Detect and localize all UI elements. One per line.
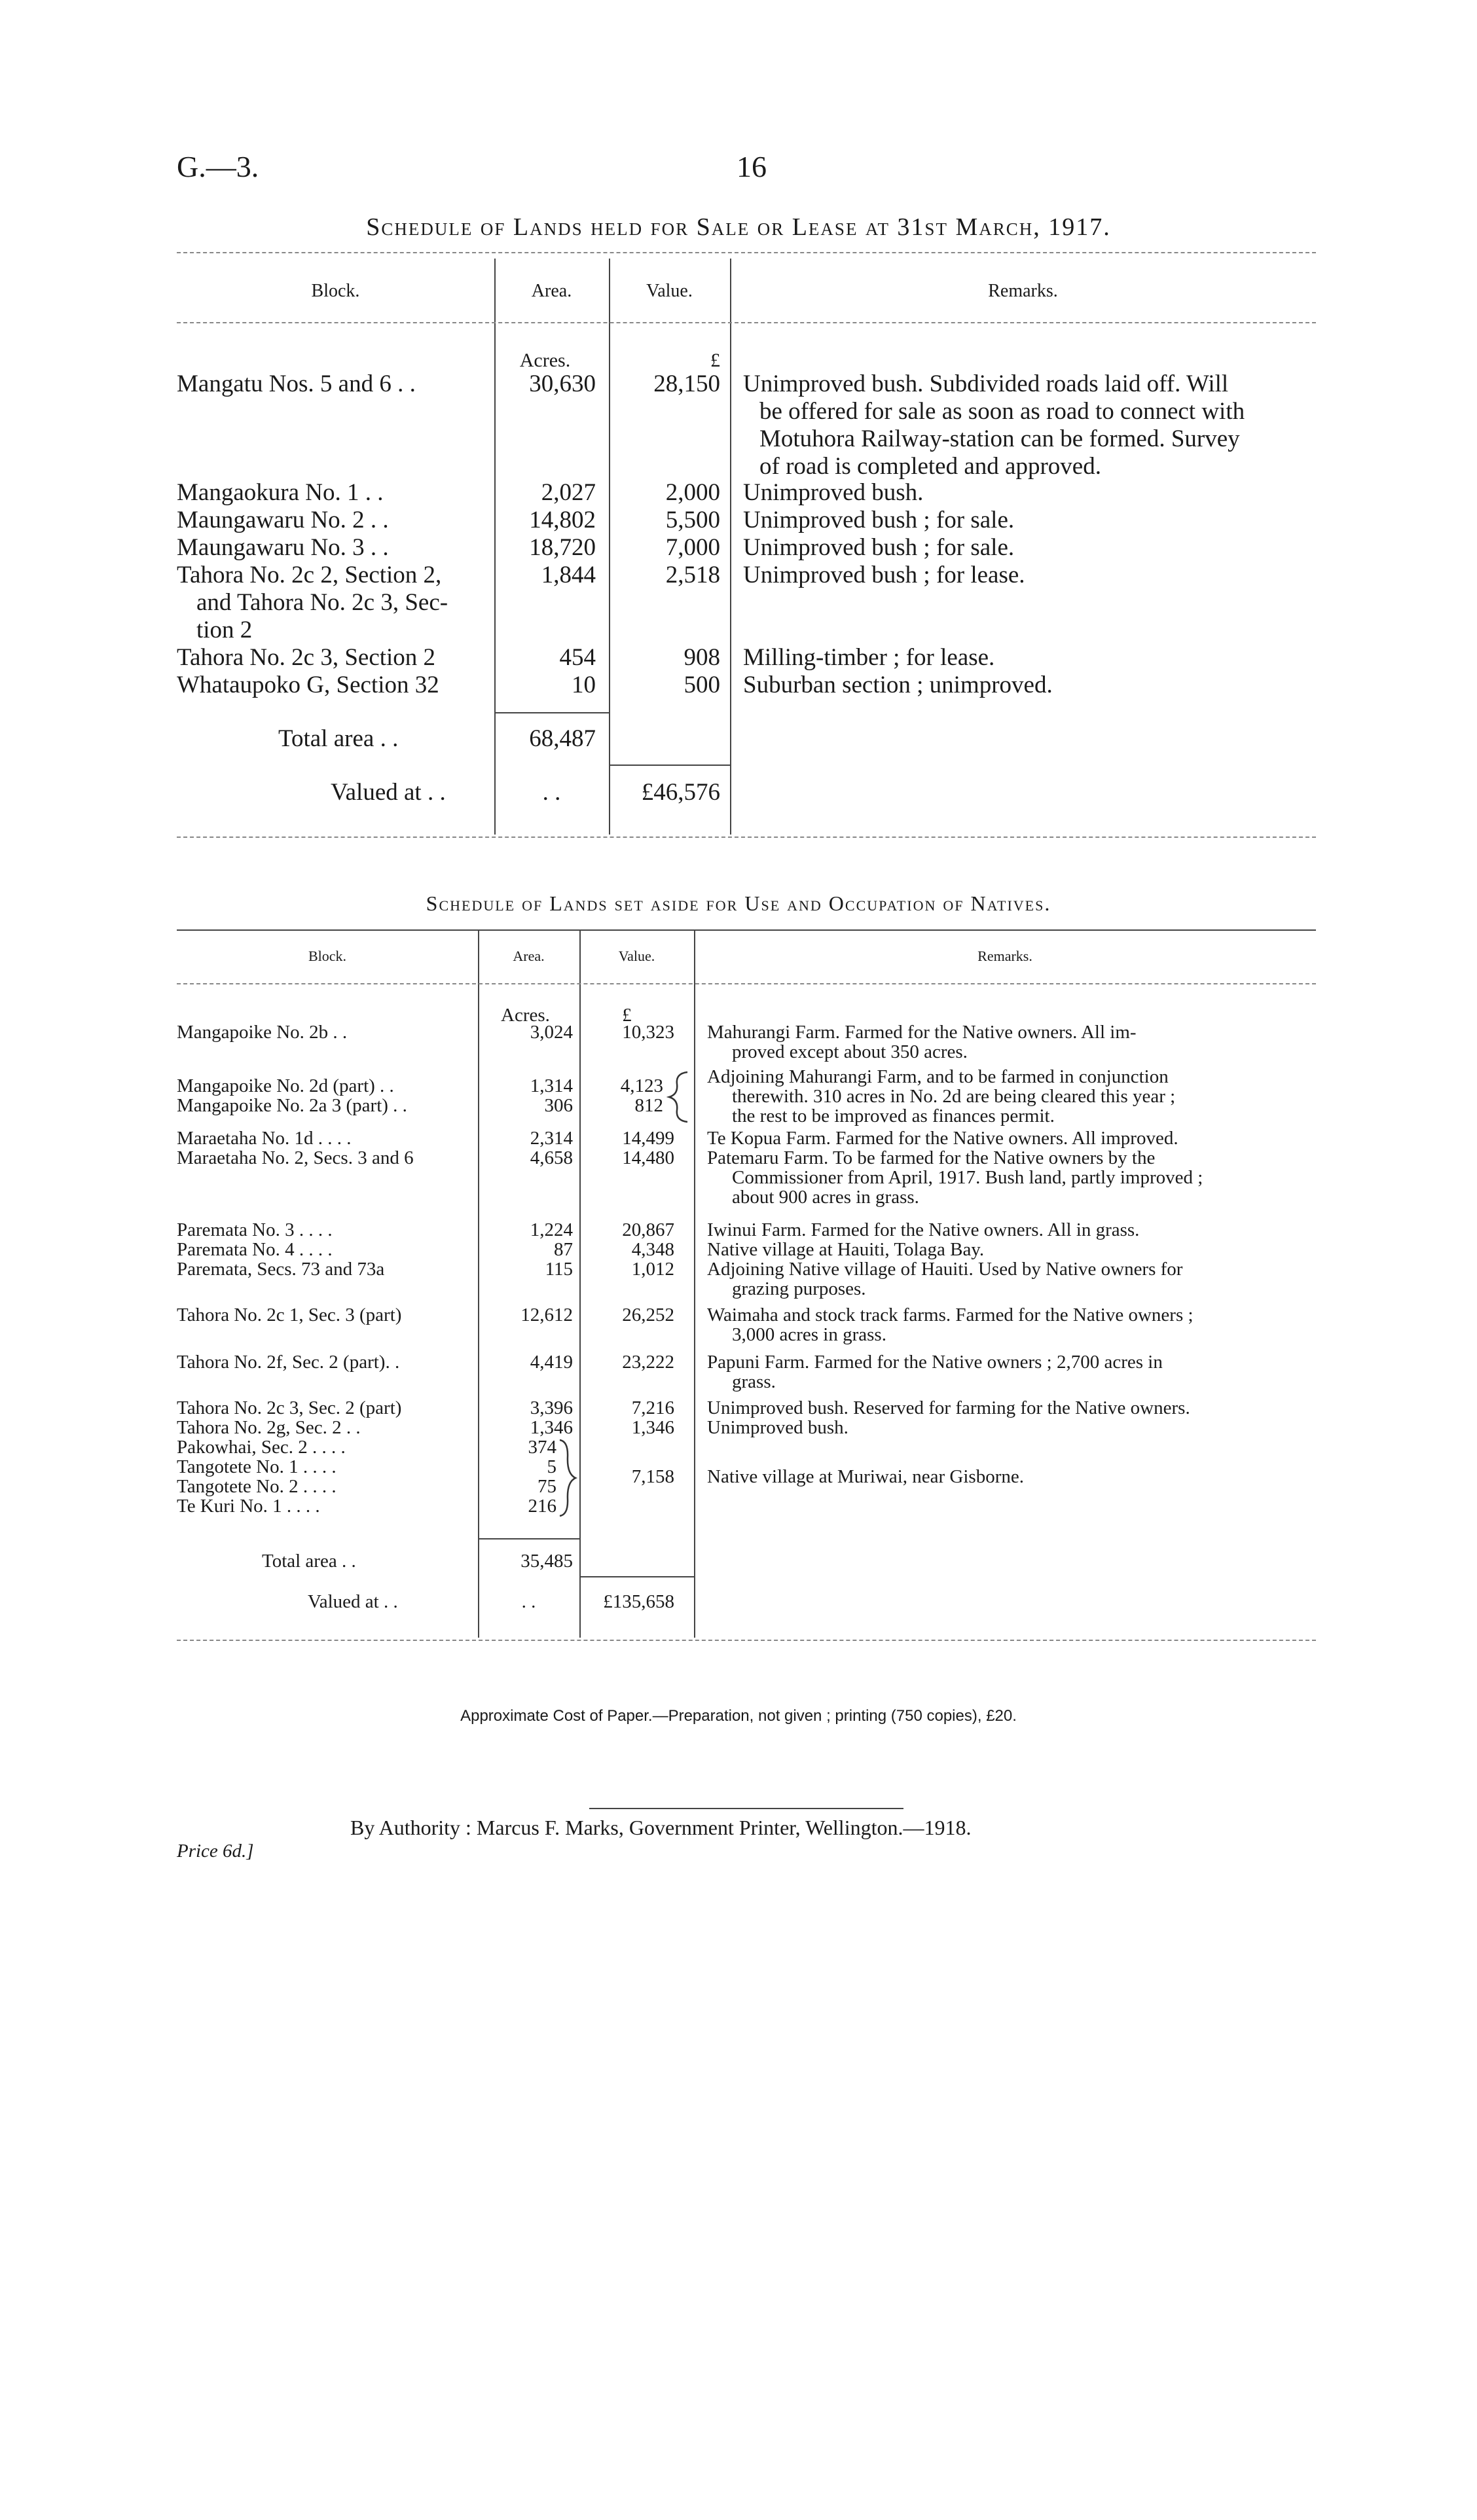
table2-col-value: Value. <box>618 948 655 964</box>
remarks-line: therewith. 310 acres in No. 2d are being cleared this year ; <box>732 1086 1176 1107</box>
block-name: Tahora No. 2c 1, Sec. 3 (part) <box>177 1305 402 1325</box>
table1-col-value: Value. <box>646 281 693 301</box>
area-value: 2,314 <box>530 1128 573 1149</box>
value-amount: 4,123 <box>620 1075 663 1096</box>
total-area-label: Total area . . <box>278 725 399 752</box>
value-amount: 7,158 <box>631 1466 674 1487</box>
table1-col-rule <box>730 259 731 835</box>
remarks-line: Unimproved bush. Reserved for farming for the Native owners. <box>707 1397 1190 1418</box>
block-name: Maungawaru No. 2 . . <box>177 507 389 533</box>
remarks-line: Unimproved bush ; for sale. <box>743 507 1015 533</box>
table1-top-rule <box>177 252 1316 253</box>
area-value: 115 <box>545 1259 573 1280</box>
table1-col-block: Block. <box>311 281 360 301</box>
value-amount: 1,346 <box>631 1417 674 1438</box>
right-brace-icon <box>558 1439 577 1517</box>
value-amount: 10,323 <box>622 1022 674 1043</box>
table1-valued-rule <box>609 765 730 766</box>
remarks-line: Unimproved bush. <box>707 1417 848 1438</box>
table2-col-area: Area. <box>513 948 545 964</box>
area-value: 3,396 <box>530 1397 573 1418</box>
remarks-line: Adjoining Native village of Hauiti. Used by Native owners for <box>707 1259 1183 1280</box>
table1-bottom-rule <box>177 837 1316 838</box>
block-name: Paremata No. 3 . . . . <box>177 1219 333 1240</box>
area-value: 18,720 <box>529 534 596 561</box>
area-value: 87 <box>554 1239 573 1260</box>
value-amount: 14,499 <box>622 1128 674 1149</box>
block-name: Maraetaha No. 2, Secs. 3 and 6 <box>177 1147 414 1168</box>
table1-total-rule <box>494 712 609 713</box>
remarks-line: Waimaha and stock track farms. Farmed for the Native owners ; <box>707 1305 1194 1325</box>
area-value: 306 <box>544 1095 573 1116</box>
remarks-line: Motuhora Railway-station can be formed. Survey <box>759 425 1240 452</box>
remarks-line: Mahurangi Farm. Farmed for the Native owners. All im- <box>707 1022 1137 1043</box>
area-value: 30,630 <box>529 370 596 397</box>
area-value: 14,802 <box>529 507 596 533</box>
area-value: 12,612 <box>520 1305 573 1325</box>
table1-title: Schedule of Lands held for Sale or Lease at 31st March, 1917. <box>366 213 1111 241</box>
remarks-line: 3,000 acres in grass. <box>732 1324 886 1345</box>
table1-area-unit: Acres. <box>519 350 571 371</box>
table1-value-unit: £ <box>710 350 720 371</box>
block-name: Tahora No. 2f, Sec. 2 (part). . <box>177 1352 400 1373</box>
valued-at-label: Valued at . . <box>308 1591 398 1612</box>
right-brace-icon <box>666 1071 690 1123</box>
area-value: 75 <box>538 1476 556 1497</box>
remarks-line: grazing purposes. <box>732 1278 866 1299</box>
value-amount: 1,012 <box>631 1259 674 1280</box>
value-amount: 7,000 <box>665 534 720 561</box>
remarks-line: Suburban section ; unimproved. <box>743 672 1053 698</box>
total-area-value: 68,487 <box>529 725 596 752</box>
value-amount: 812 <box>634 1095 663 1116</box>
block-name: tion 2 <box>196 617 253 643</box>
block-name: Tangotete No. 1 . . . . <box>177 1456 337 1477</box>
block-name: Mangaokura No. 1 . . <box>177 479 384 506</box>
value-amount: 2,000 <box>665 479 720 506</box>
value-amount: 4,348 <box>631 1239 674 1260</box>
remarks-line: be offered for sale as soon as road to connect with <box>759 398 1245 425</box>
valued-at-value: £135,658 <box>603 1591 674 1612</box>
document-reference: G.—3. <box>177 150 259 183</box>
remarks-line: about 900 acres in grass. <box>732 1187 919 1208</box>
valued-at-area: . . <box>542 779 561 806</box>
valued-at-label: Valued at . . <box>331 779 446 806</box>
remarks-line: Unimproved bush ; for sale. <box>743 534 1015 561</box>
remarks-line: grass. <box>732 1371 776 1392</box>
block-name: Tangotete No. 2 . . . . <box>177 1476 337 1497</box>
table2-title: Schedule of Lands set aside for Use and Occupation of Natives. <box>426 891 1051 915</box>
block-name: Tahora No. 2c 2, Section 2, <box>177 562 442 588</box>
remarks-line: Commissioner from April, 1917. Bush land, partly improved ; <box>732 1167 1203 1188</box>
area-value: 216 <box>528 1496 556 1517</box>
price-note: Price 6d.] <box>177 1841 254 1862</box>
remarks-line: Milling-timber ; for lease. <box>743 644 995 671</box>
block-name: Mangapoike No. 2d (part) . . <box>177 1075 394 1096</box>
valued-at-area: . . <box>521 1591 536 1612</box>
table2-col-block: Block. <box>308 948 347 964</box>
remarks-line: Adjoining Mahurangi Farm, and to be farmed in conjunction <box>707 1066 1169 1087</box>
area-value: 4,419 <box>530 1352 573 1373</box>
remarks-line: Te Kopua Farm. Farmed for the Native owners. All improved. <box>707 1128 1178 1149</box>
value-amount: 26,252 <box>622 1305 674 1325</box>
remarks-line: Unimproved bush ; for lease. <box>743 562 1025 588</box>
block-name: Tahora No. 2c 3, Sec. 2 (part) <box>177 1397 402 1418</box>
remarks-line: Native village at Hauiti, Tolaga Bay. <box>707 1239 985 1260</box>
block-name: Mangapoike No. 2b . . <box>177 1022 348 1043</box>
block-name: Paremata No. 4 . . . . <box>177 1239 333 1260</box>
area-value: 1,346 <box>530 1417 573 1438</box>
footer-rule <box>589 1808 903 1809</box>
area-value: 3,024 <box>530 1022 573 1043</box>
area-value: 4,658 <box>530 1147 573 1168</box>
block-name: Maraetaha No. 1d . . . . <box>177 1128 352 1149</box>
area-value: 374 <box>528 1437 556 1458</box>
area-value: 1,844 <box>541 562 596 588</box>
block-name: Mangapoike No. 2a 3 (part) . . <box>177 1095 407 1116</box>
area-value: 1,314 <box>530 1075 573 1096</box>
table2-bottom-rule <box>177 1640 1316 1641</box>
table2-head-rule <box>177 983 1316 984</box>
table2-col-rule <box>694 931 695 1638</box>
remarks-line: proved except about 350 acres. <box>732 1041 968 1062</box>
page-number: 16 <box>737 150 767 183</box>
table2-valued-rule <box>579 1576 694 1577</box>
value-amount: 908 <box>684 644 720 671</box>
table2-total-rule <box>478 1538 579 1539</box>
table1-col-area: Area. <box>531 281 572 301</box>
value-amount: 23,222 <box>622 1352 674 1373</box>
area-value: 2,027 <box>541 479 596 506</box>
area-value: 10 <box>572 672 596 698</box>
table2-value-unit: £ <box>622 1005 632 1026</box>
block-name: Tahora No. 2g, Sec. 2 . . <box>177 1417 361 1438</box>
block-name: Te Kuri No. 1 . . . . <box>177 1496 320 1517</box>
value-amount: 28,150 <box>653 370 720 397</box>
area-value: 454 <box>559 644 596 671</box>
area-value: 5 <box>547 1456 556 1477</box>
remarks-line: of road is completed and approved. <box>759 453 1101 480</box>
area-value: 1,224 <box>530 1219 573 1240</box>
remarks-line: Native village at Muriwai, near Gisborne. <box>707 1466 1024 1487</box>
table2-area-unit: Acres. <box>501 1005 550 1026</box>
total-area-value: 35,485 <box>520 1551 573 1572</box>
value-amount: 20,867 <box>622 1219 674 1240</box>
value-amount: 7,216 <box>631 1397 674 1418</box>
table2-col-remarks: Remarks. <box>977 948 1032 964</box>
value-amount: 2,518 <box>665 562 720 588</box>
cost-note: Approximate Cost of Paper.—Preparation, not given ; printing (750 copies), £20. <box>460 1707 1017 1725</box>
block-name: Whataupoko G, Section 32 <box>177 672 439 698</box>
table1-head-rule <box>177 322 1316 323</box>
table1-col-remarks: Remarks. <box>988 281 1058 301</box>
block-name: Maungawaru No. 3 . . <box>177 534 389 561</box>
remarks-line: Patemaru Farm. To be farmed for the Native owners by the <box>707 1147 1156 1168</box>
total-area-label: Total area . . <box>262 1551 356 1572</box>
remarks-line: Papuni Farm. Farmed for the Native owners ; 2,700 acres in <box>707 1352 1163 1373</box>
block-name: Tahora No. 2c 3, Section 2 <box>177 644 436 671</box>
value-amount: 500 <box>684 672 720 698</box>
block-name: Paremata, Secs. 73 and 73a <box>177 1259 385 1280</box>
remarks-line: the rest to be improved as finances permit. <box>732 1106 1055 1126</box>
block-name: and Tahora No. 2c 3, Sec- <box>196 589 448 616</box>
remarks-line: Iwinui Farm. Farmed for the Native owners. All in grass. <box>707 1219 1140 1240</box>
printer-authority: By Authority : Marcus F. Marks, Government Printer, Wellington.—1918. <box>350 1816 972 1839</box>
table2-top-rule <box>177 929 1316 931</box>
block-name: Mangatu Nos. 5 and 6 . . <box>177 370 416 397</box>
value-amount: 14,480 <box>622 1147 674 1168</box>
block-name: Pakowhai, Sec. 2 . . . . <box>177 1437 346 1458</box>
remarks-line: Unimproved bush. <box>743 479 924 506</box>
valued-at-value: £46,576 <box>641 779 720 806</box>
value-amount: 5,500 <box>665 507 720 533</box>
remarks-line: Unimproved bush. Subdivided roads laid off. Will <box>743 370 1229 397</box>
